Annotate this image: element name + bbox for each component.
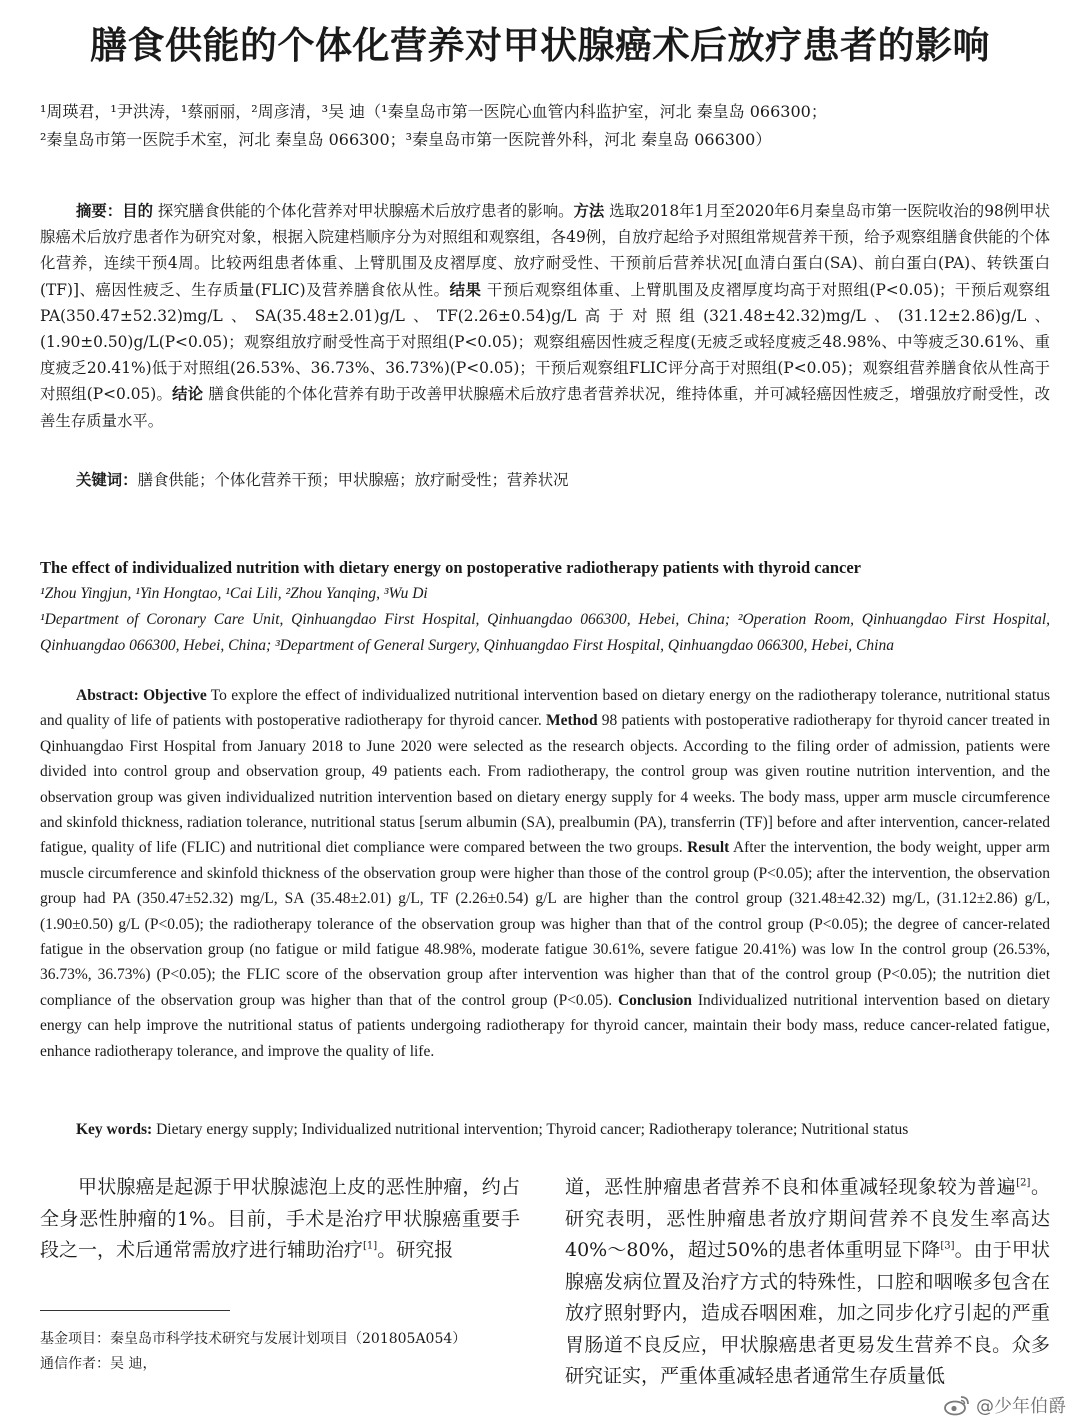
weibo-logo-icon: [944, 1394, 970, 1416]
body-left-tail: 。研究报: [377, 1239, 454, 1261]
body-right-text-c: 。由于甲状腺癌发病位置及治疗方式的特殊性，口腔和咽喉多包含在放疗照射野内，造成吞咽困难，加之同步化疗引起的严重胃肠道不良反应，甲状腺癌患者更易发生营养不良。众多研究证实，严重体重减轻患者通常生存质量低: [565, 1239, 1050, 1387]
method-text: 选取2018年1月至2020年6月秦皇岛市第一医院收治的98例甲状腺癌术后放疗患者作为研究对象，根据入院建档顺序分为对照组和观察组，各49例，自放疗起给予对照组常规营养干预，给予观察组膳食供能的个体化营养，连续干预4周。比较两组患者体重、上臂肌围及皮褶厚度、放疗耐受性、干预前后营养状况[血清白蛋白(SA)、前白蛋白(PA)、转铁蛋白(TF)]、癌因性疲乏、生存质量(FLIC)及营养膳食依从性。: [40, 202, 1050, 299]
body-left-text: 甲状腺癌是起源于甲状腺滤泡上皮的恶性肿瘤，约占全身恶性肿瘤的1%。目前，手术是治疗甲状腺癌重要手段之一，术后通常需放疗进行辅助治疗: [40, 1176, 520, 1261]
body-column-left: [40, 1172, 520, 1267]
correspondence-footnote: 通信作者：吴 迪，: [40, 1356, 157, 1372]
fund-footnote: 基金项目：秦皇岛市科学技术研究与发展计划项目（201805A054）: [40, 1331, 467, 1347]
citation-ref: [2]: [1016, 1177, 1031, 1189]
conclusion-label: 结论: [172, 385, 204, 404]
body-column-right: [565, 1172, 1050, 1393]
result-label: 结果: [449, 280, 482, 299]
body-right-text-b: 。研究表明，恶性肿瘤患者放疗期间营养不良发生率高达40%～80%，超过50%的患者体重明显下降: [565, 1176, 1050, 1261]
en-conclusion-text: Individualized nutritional intervention based on dietary energy can help improve the nutritional status of patients undergoing radiotherapy for thyroid cancer, maintain their body mass, reduce cancer-related fatigue, enhance radiotherapy tolerance, and improve the quality of life.: [40, 991, 1050, 1060]
author-affiliations-cn: [40, 98, 1050, 154]
footnotes: [40, 1327, 540, 1377]
result-text: 干预后观察组体重、上臂肌围及皮褶厚度均高于对照组(P<0.05)；干预后观察组PA(350.47±52.32)mg/L、SA(35.48±2.01)g/L、TF(2.26±0.54)g/L高于对照组(321.48±42.32)mg/L、(31.12±2.86)g/L、(1.90±0.50)g/L(P<0.05)；观察组放疗耐受性高于对照组(P<0.05)；观察组癌因性疲乏程度(无疲乏或轻度疲乏48.98%、中等疲乏30.61%、重度疲乏20.41%)低于对照组(26.53%、36.73%、36.73%)(P<0.05)；干预后观察组FLIC评分高于对照组(P<0.05)；观察组营养膳食依从性高于对照组(P<0.05)。: [40, 280, 1050, 404]
en-result-label: Result: [687, 839, 730, 857]
abstract-cn: [40, 198, 1050, 434]
english-title: The effect of individualized nutrition with dietary energy on postoperative radiotherapy patients with thyroid cancer: [40, 558, 861, 577]
en-method-text: 98 patients with postoperative radiotherapy for thyroid cancer treated in Qinhuangdao First Hospital from January 2018 to June 2020 were selected as the research objects. According to the filing order of admission, patients were divided into control group and observation group, 49 patients each. From radiotherapy, the control group was given routine nutrition intervention, and the observation group was given individualized nutrition intervention based on dietary energy supply for 4 weeks. The body mass, upper arm muscle circumference and skinfold thickness, radiation tolerance, nutritional status [serum albumin (SA), prealbumin (PA), transferrin (TF)] before and after intervention, cancer-related fatigue, quality of life (FLIC) and nutritional diet compliance were compared between the two groups.: [40, 712, 1051, 857]
en-result-text: After the intervention, the body weight, upper arm muscle circumference and skinfold thickness of the observation group were higher than those of the control group (P<0.05); after the intervention, the observation group had PA (350.47±52.32) mg/L, SA (35.48±2.01) g/L, TF (2.26±0.54) g/L are higher than the control group (321.48±42.32) mg/L, (31.12±2.86) g/L, (1.90±0.50) g/L (P<0.05); the radiotherapy tolerance of the observation group was higher than that of the control group (P<0.05); the degree of cancer-related fatigue in the observation group (no fatigue or mild fatigue 48.98%, moderate fatigue 30.61%, severe fatigue 20.41%) was low In the control group (26.53%, 36.73%, 36.73%) (P<0.05); the FLIC score of the observation group after intervention was higher than that of the control group (P<0.05); the nutrition diet compliance of the observation group was higher than that of the control group (P<0.05).: [40, 839, 1050, 1009]
conclusion-text: 膳食供能的个体化营养有助于改善甲状腺癌术后放疗患者营养状况，维持体重，并可减轻癌因性疲乏，增强放疗耐受性，改善生存质量水平。: [40, 385, 1050, 430]
en-method-label: Method: [545, 712, 598, 730]
english-keywords: [76, 1118, 1056, 1142]
keywords-cn: [76, 467, 1050, 493]
citation-ref: [3]: [940, 1240, 955, 1252]
english-authors: ¹Zhou Yingjun, ¹Yin Hongtao, ¹Cai Lili, ²Zhou Yanqing, ³Wu Di: [40, 585, 428, 602]
watermark-text: @少年伯爵: [976, 1396, 1066, 1417]
method-label: 方法: [573, 202, 605, 220]
objective-text: 探究膳食供能的个体化营养对甲状腺癌术后放疗患者的影响。: [152, 202, 574, 220]
en-objective-label: Abstract: Objective: [76, 687, 207, 704]
english-abstract: [40, 683, 1050, 1064]
watermark: [944, 1390, 1066, 1420]
en-conclusion-label: Conclusion: [617, 991, 693, 1009]
abstract-label: 摘要：: [76, 202, 123, 220]
footnote-divider: [40, 1310, 230, 1311]
en-keywords-text: Dietary energy supply; Individualized nutritional intervention; Thyroid cancer; Radiotherapy tolerance; Nutritional status: [152, 1121, 909, 1138]
keywords-text: 膳食供能；个体化营养干预；甲状腺癌；放疗耐受性；营养状况: [137, 471, 569, 489]
paper-title: 膳食供能的个体化营养对甲状腺癌术后放疗患者的影响: [90, 24, 990, 67]
citation-ref: [1]: [363, 1240, 378, 1252]
author-line-1: ¹周瑛君，¹尹洪涛，¹蔡丽丽，²周彦清，³吴 迪（¹秦皇岛市第一医院心血管内科监护室，河北 秦皇岛 066300；: [40, 102, 827, 121]
en-objective-text: To explore the effect of individualized nutritional intervention based on dietary energy on the radiotherapy tolerance, nutritional status and quality of life of patients with postoperative radiotherapy for thyroid cancer.: [40, 687, 1050, 730]
objective-label: 目的: [122, 202, 153, 220]
author-line-2: ²秦皇岛市第一医院手术室，河北 秦皇岛 066300；³秦皇岛市第一医院普外科，河北 秦皇岛 066300）: [40, 130, 772, 149]
en-keywords-label: Key words:: [76, 1121, 153, 1138]
body-right-text-a: 道，恶性肿瘤患者营养不良和体重减轻现象较为普遍: [565, 1176, 1017, 1198]
english-affiliations: ¹Department of Coronary Care Unit, Qinhuangdao First Hospital, Qinhuangdao 066300, Hebei, China; ²Operation Room, Qinhuangdao First Hospital, Qinhuangdao 066300, Hebei, China; ³Department of General Surgery, Qinhuangdao First Hospital, Qinhuangdao 066300, Hebei, China: [40, 611, 1050, 654]
keywords-label: 关键词：: [76, 471, 138, 489]
